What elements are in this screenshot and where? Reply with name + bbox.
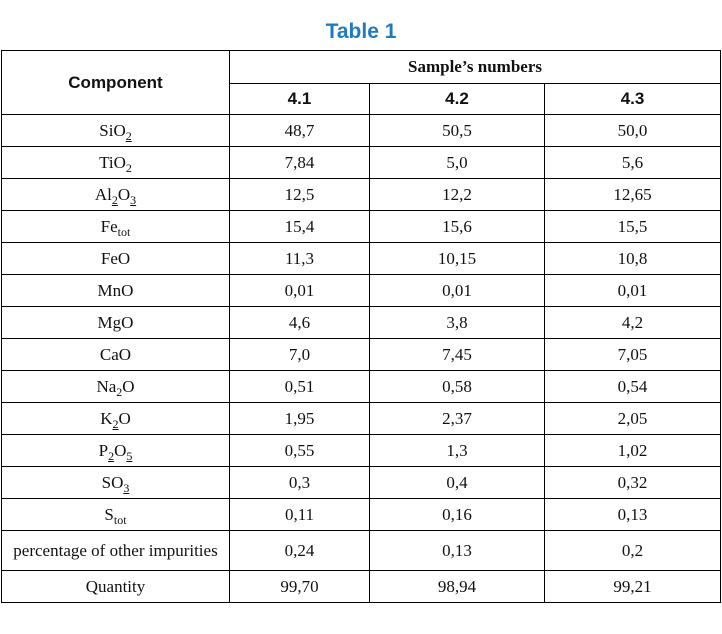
component-label: FeO [100, 248, 131, 268]
value-cell: 5,6 [545, 147, 721, 179]
table-row [2, 243, 721, 275]
component-label: MnO [97, 280, 134, 300]
component-subscript: 2 [125, 128, 132, 143]
component-tail: O [118, 408, 131, 428]
table-row [2, 371, 721, 403]
value-cell: 10,8 [545, 243, 721, 275]
value-cell: 0,55 [230, 435, 370, 467]
table-row [2, 147, 721, 179]
value-cell: 2,05 [545, 403, 721, 435]
value-cell: 0,32 [545, 467, 721, 499]
value-cell: 7,05 [545, 339, 721, 371]
table-row [2, 403, 721, 435]
value-cell: 48,7 [230, 115, 370, 147]
value-cell: 0,54 [545, 371, 721, 403]
component-cell [2, 115, 230, 147]
component-base: O [114, 440, 127, 460]
value-cell: 0,16 [370, 499, 545, 531]
value-cell: 4,2 [545, 307, 721, 339]
value-cell: 2,37 [370, 403, 545, 435]
value-cell: 0,2 [545, 531, 721, 571]
table-row [2, 275, 721, 307]
table-row [2, 499, 721, 531]
component-cell [2, 499, 230, 531]
value-cell: 7,0 [230, 339, 370, 371]
value-cell: 99,21 [545, 571, 721, 603]
component-cell [2, 275, 230, 307]
value-cell: 0,58 [370, 371, 545, 403]
component-subscript: tot [113, 512, 127, 527]
value-cell: 12,65 [545, 179, 721, 211]
value-cell: 0,01 [545, 275, 721, 307]
table-row [2, 115, 721, 147]
value-cell: 0,3 [230, 467, 370, 499]
component-cell [2, 371, 230, 403]
component-cell [2, 531, 230, 571]
value-cell: 3,8 [370, 307, 545, 339]
value-cell: 7,84 [230, 147, 370, 179]
component-cell [2, 403, 230, 435]
component-cell [2, 571, 230, 603]
component-cell [2, 307, 230, 339]
value-cell: 12,2 [370, 179, 545, 211]
value-cell: 50,0 [545, 115, 721, 147]
component-cell [2, 179, 230, 211]
table-caption: Table 1 [325, 20, 397, 43]
component-base: SO [101, 472, 124, 492]
value-cell: 1,02 [545, 435, 721, 467]
header-sample-4-3: 4.3 [545, 84, 721, 115]
value-cell: 0,11 [230, 499, 370, 531]
table-row [2, 435, 721, 467]
component-cell [2, 211, 230, 243]
component-subscript: 2 [111, 192, 118, 207]
component-subscript: 2 [112, 416, 119, 431]
component-subscript: 3 [123, 480, 130, 495]
component-subscript: 3 [130, 192, 137, 207]
value-cell: 98,94 [370, 571, 545, 603]
value-cell: 10,15 [370, 243, 545, 275]
component-subscript: 2 [125, 160, 132, 175]
value-cell: 15,5 [545, 211, 721, 243]
value-cell: 0,13 [370, 531, 545, 571]
component-label: Quantity [85, 576, 146, 596]
component-tail: O [122, 376, 135, 396]
header-sample-4-1: 4.1 [230, 84, 370, 115]
component-label: CaO [99, 344, 132, 364]
value-cell: 4,6 [230, 307, 370, 339]
component-base: SiO [99, 120, 126, 140]
value-cell: 5,0 [370, 147, 545, 179]
value-cell: 0,51 [230, 371, 370, 403]
composition-table [1, 50, 721, 603]
table-row [2, 307, 721, 339]
component-cell [2, 435, 230, 467]
component-cell [2, 467, 230, 499]
header-component: Component [2, 51, 230, 115]
component-subscript: tot [117, 224, 131, 239]
component-label: MgO [97, 312, 134, 332]
component-base: S [104, 504, 114, 524]
header-samples-group: Sample’s numbers [230, 51, 721, 84]
component-label: percentage of other impurities [13, 540, 218, 560]
component-base: K [100, 408, 113, 428]
component-base: P [98, 440, 109, 460]
component-base: Fe [100, 216, 118, 236]
value-cell: 15,6 [370, 211, 545, 243]
table-row [2, 467, 721, 499]
component-subscript: 2 [116, 384, 123, 399]
component-base: O [117, 184, 131, 204]
component-subscript: 2 [108, 448, 115, 463]
value-cell: 12,5 [230, 179, 370, 211]
value-cell: 11,3 [230, 243, 370, 275]
component-base: TiO [99, 152, 126, 172]
table-row [2, 211, 721, 243]
value-cell: 0,24 [230, 531, 370, 571]
table-row [2, 339, 721, 371]
component-cell [2, 147, 230, 179]
table-row [2, 531, 721, 571]
component-base: Na [96, 376, 117, 396]
value-cell: 50,5 [370, 115, 545, 147]
value-cell: 1,95 [230, 403, 370, 435]
component-subscript: 5 [126, 448, 133, 463]
value-cell: 0,13 [545, 499, 721, 531]
table-row [2, 571, 721, 603]
value-cell: 99,70 [230, 571, 370, 603]
value-cell: 7,45 [370, 339, 545, 371]
component-cell [2, 339, 230, 371]
value-cell: 0,01 [370, 275, 545, 307]
value-cell: 15,4 [230, 211, 370, 243]
value-cell: 1,3 [370, 435, 545, 467]
table-row [2, 179, 721, 211]
value-cell: 0,01 [230, 275, 370, 307]
value-cell: 0,4 [370, 467, 545, 499]
header-sample-4-2: 4.2 [370, 84, 545, 115]
component-cell [2, 243, 230, 275]
component-base: Al [94, 184, 112, 204]
